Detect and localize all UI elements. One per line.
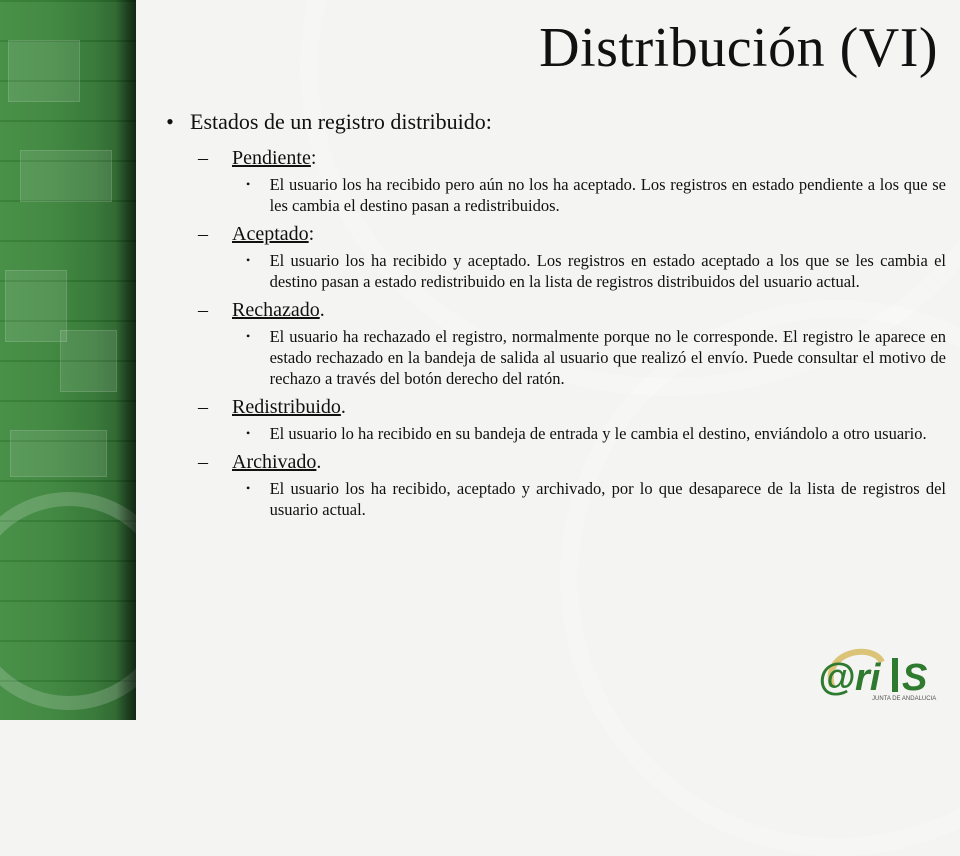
state-description (246, 174, 946, 216)
slide-content (150, 104, 946, 524)
dash-marker: – (198, 396, 208, 418)
state-description-text: El usuario los ha recibido, aceptado y archivado, por lo que desaparece de la lista de registros del usuario actual. (269, 479, 946, 519)
band-tile (10, 430, 107, 477)
band-tile (60, 330, 117, 392)
state-description-text: El usuario los ha recibido pero aún no los ha aceptado. Los registros en estado pendiente a los que se les cambia el destino pasan a redistribuidos. (269, 175, 946, 215)
states-list (150, 144, 946, 520)
band-tile (8, 40, 80, 102)
dash-marker: – (198, 223, 208, 245)
state-term-suffix: : (308, 223, 315, 245)
bullet-dot: • (246, 329, 251, 343)
state-description (246, 250, 946, 292)
bullet-dot: • (166, 109, 174, 134)
band-shadow (116, 0, 136, 720)
svg-text:JUNTA DE ANDALUCIA: JUNTA DE ANDALUCIA (872, 696, 937, 702)
state-description (246, 478, 946, 520)
slide-title: Distribución (VI) (539, 17, 938, 79)
dash-marker: – (198, 299, 208, 321)
state-term-suffix: . (319, 299, 325, 321)
state-item (198, 393, 946, 421)
state-description (246, 326, 946, 389)
state-term: Aceptado (232, 223, 309, 245)
band-tile (5, 270, 67, 342)
state-term: Pendiente (232, 147, 311, 169)
state-term: Archivado (232, 451, 317, 473)
state-item (198, 144, 946, 172)
state-description-text: El usuario lo ha recibido en su bandeja de entrada y le cambia el destino, enviándolo a otro usuario. (269, 424, 927, 443)
state-term-suffix: : (310, 147, 317, 169)
dash-marker: – (198, 451, 208, 473)
state-term-suffix: . (340, 396, 346, 418)
state-item (198, 296, 946, 324)
state-term: Rechazado (232, 299, 320, 321)
state-description-text: El usuario ha rechazado el registro, normalmente porque no le corresponde. El registro le aparece en estado rechazado en la bandeja de salida al usuario que realizó el envío. Puede consultar el motivo de rechazo a través del botón derecho del ratón. (269, 327, 946, 388)
decorative-side-band (0, 0, 136, 720)
bullet-dot: • (246, 426, 251, 440)
dash-marker: – (198, 147, 208, 169)
bullet-dot: • (246, 177, 251, 191)
bullet-dot: • (246, 253, 251, 267)
state-term: Redistribuido (232, 396, 341, 418)
aries-logo (812, 642, 942, 704)
bullet-dot: • (246, 481, 251, 495)
main-bullet (150, 104, 946, 140)
svg-text:@ri: @ri (818, 657, 881, 699)
state-item (198, 220, 946, 248)
state-description (246, 423, 946, 444)
state-term-suffix: . (316, 451, 322, 473)
state-item (198, 448, 946, 476)
main-bullet-text: Estados de un registro distribuido: (190, 109, 492, 134)
state-description-text: El usuario los ha recibido y aceptado. Los registros en estado aceptado a los que se les cambia el destino pasan a estado redistribuido en la lista de registros distribuidos del usuario actual. (269, 251, 946, 291)
svg-text:S: S (902, 657, 928, 699)
band-tile (20, 150, 112, 202)
